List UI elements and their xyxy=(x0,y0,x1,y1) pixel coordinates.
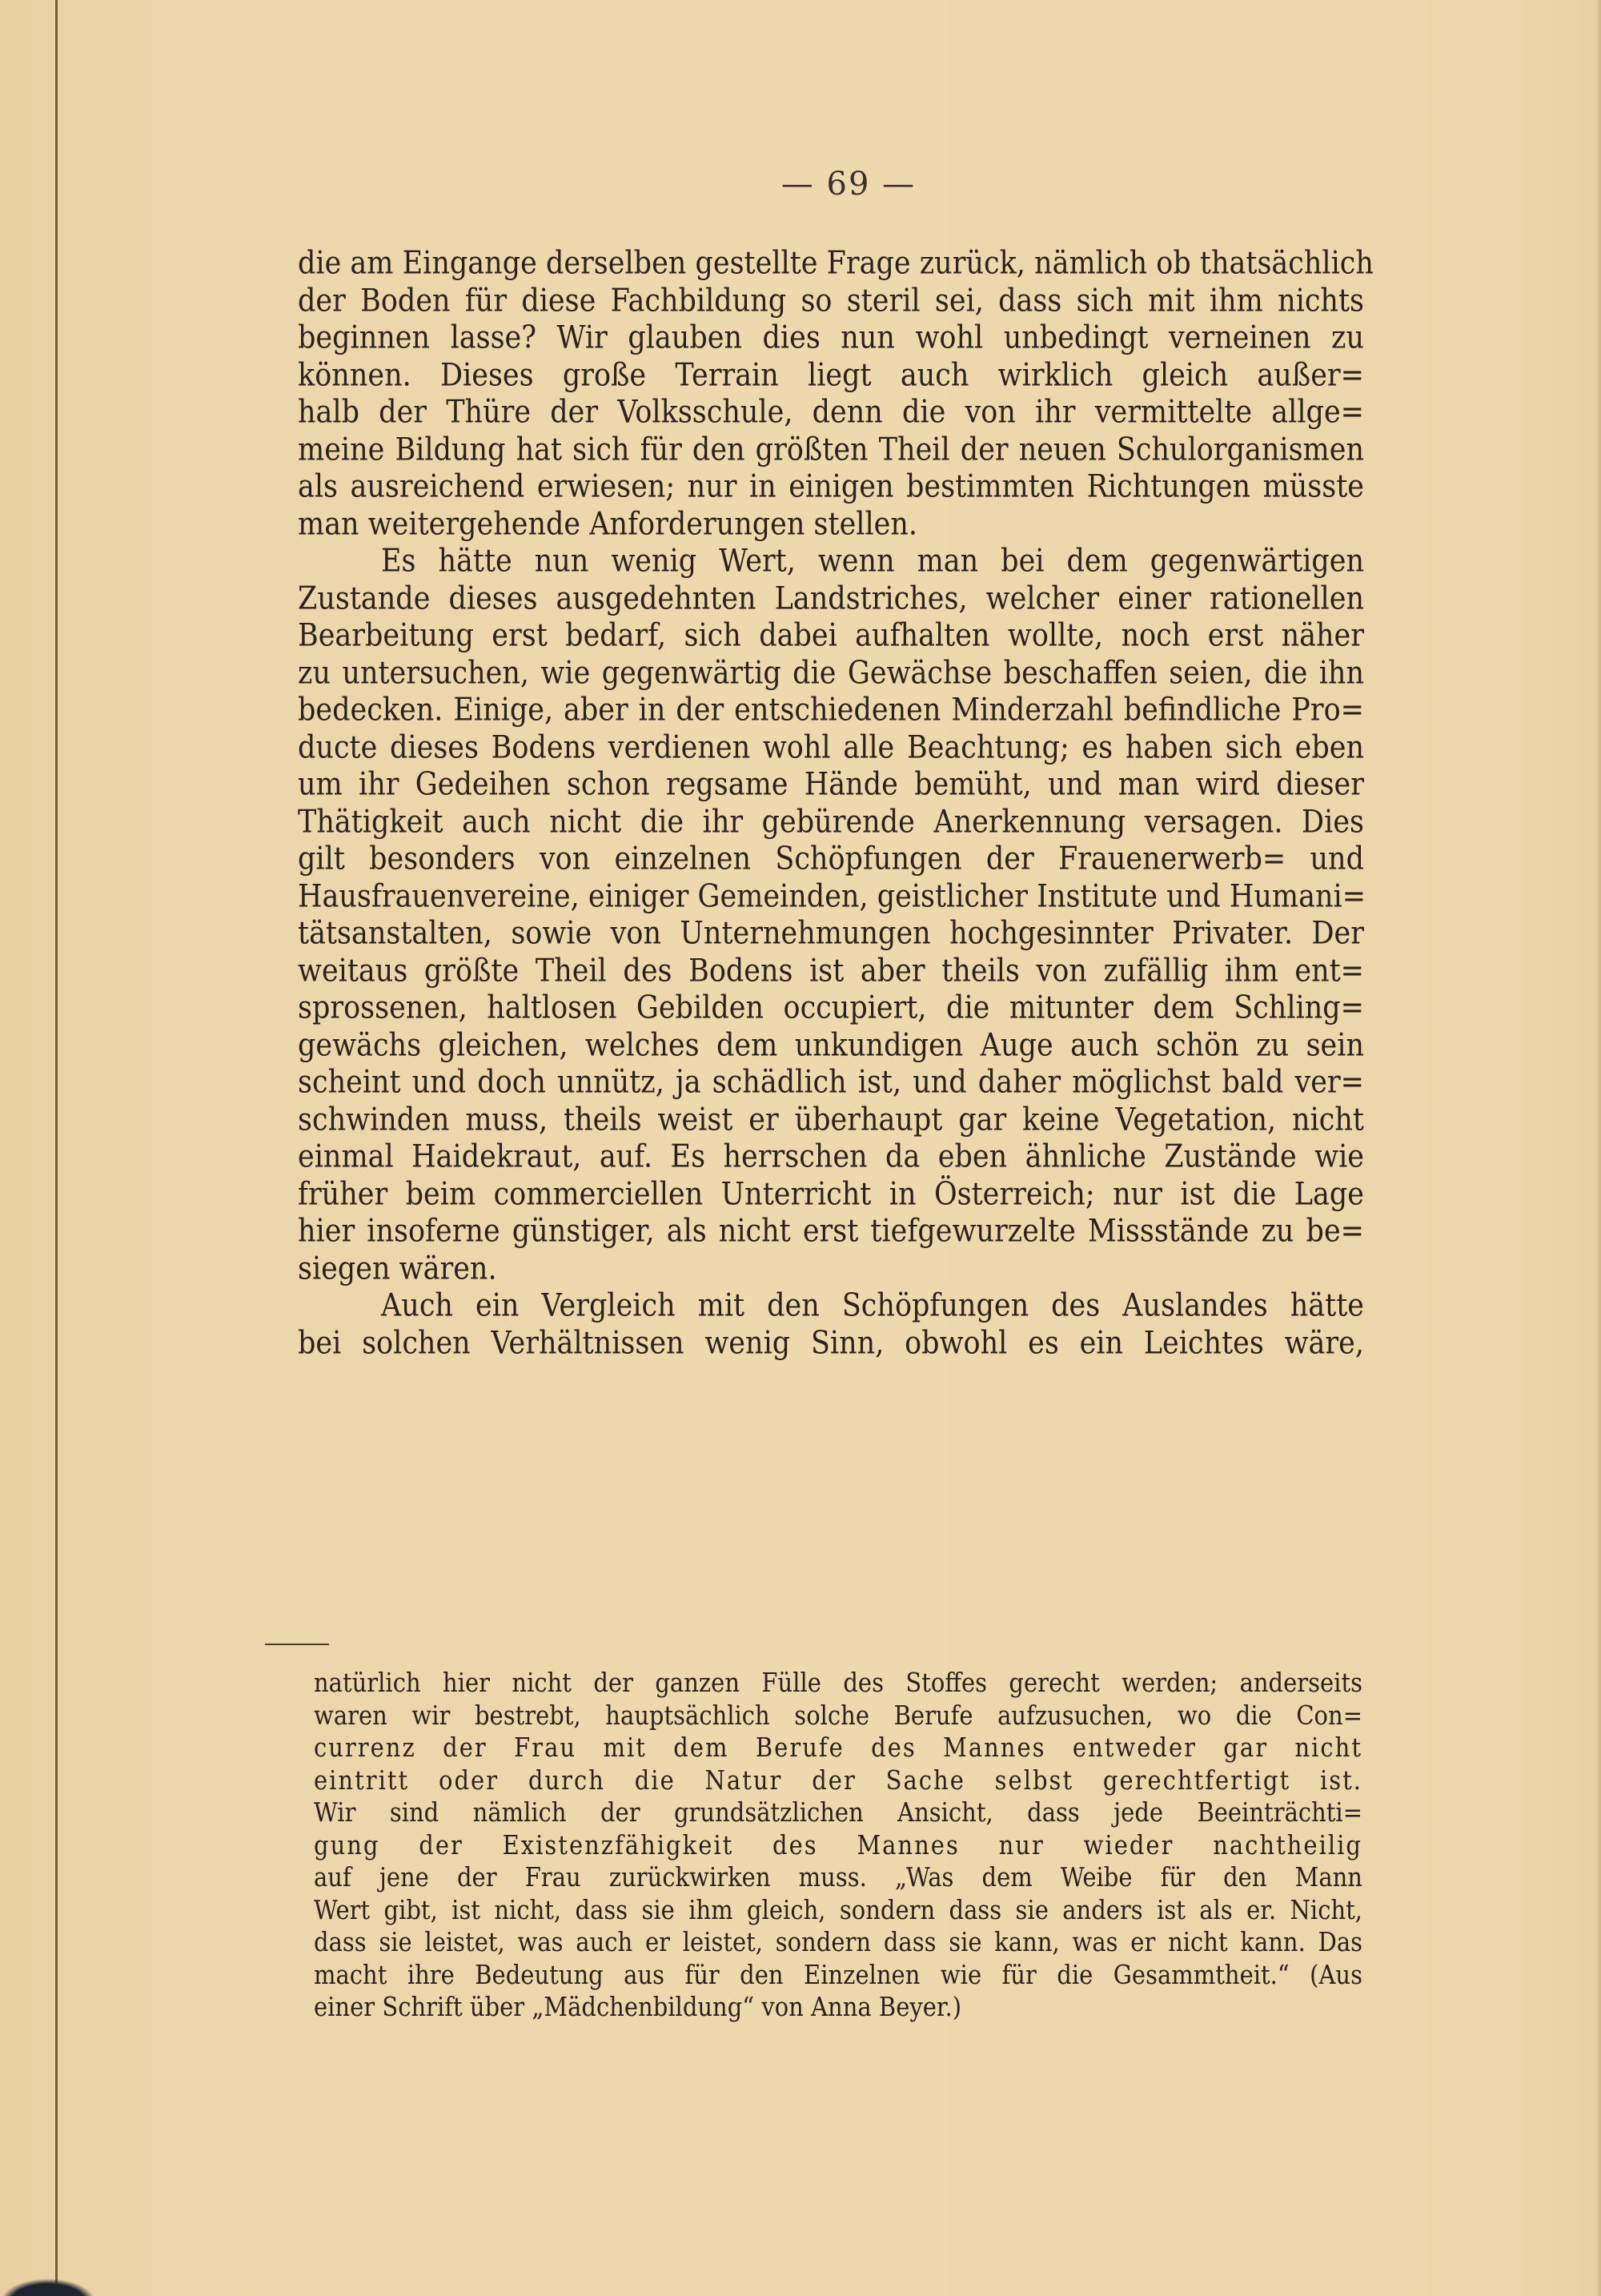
body-line: meine Bildung hat sich für den größten Theil der neuen Schulorganismen xyxy=(298,432,1364,468)
paragraph-start-line: Auch ein Vergleich mit den Schöpfungen des Auslandes hätte xyxy=(381,1287,1364,1324)
paragraph-end-line: man weitergehende Anforderungen stellen. xyxy=(298,506,918,542)
page-number: — 69 — xyxy=(780,166,917,203)
body-line: zu untersuchen, wie gegenwärtig die Gewächse beschaffen seien, die ihn xyxy=(298,655,1364,691)
binding-shadow xyxy=(0,2278,96,2296)
footnote-line: einer Schrift über „Mädchenbildung“ von Anna Beyer.) xyxy=(314,1991,962,2023)
footnote-line: auf jene der Frau zurückwirken muss. „Was dem Weibe für den Mann xyxy=(314,1861,1362,1893)
paragraph-start-line: Es hätte nun wenig Wert, wenn man bei dem gegenwärtigen xyxy=(381,543,1364,580)
footnote-separator xyxy=(265,1644,329,1645)
page-right-edge xyxy=(1596,0,1601,2296)
body-line: schwinden muss, theils weist er überhaupt gar keine Vegetation, nicht xyxy=(298,1102,1364,1138)
footnote-line: natürlich hier nicht der ganzen Fülle des Stoffes gerecht werden; anderseits xyxy=(314,1667,1362,1699)
body-line: können. Dieses große Terrain liegt auch wirklich gleich außer= xyxy=(298,357,1364,393)
body-line: Bearbeitung erst bedarf, sich dabei aufhalten wollte, noch erst näher xyxy=(298,617,1364,654)
footnote-line: waren wir bestrebt, hauptsächlich solche Berufe aufzusuchen, wo die Con= xyxy=(314,1700,1362,1731)
body-line: bei solchen Verhältnissen wenig Sinn, obwohl es ein Leichtes wäre, xyxy=(298,1325,1364,1361)
body-line: früher beim commerciellen Unterricht in Österreich; nur ist die Lage xyxy=(298,1176,1364,1212)
body-line: Zustande dieses ausgedehnten Landstriches, welcher einer rationellen xyxy=(298,580,1364,616)
body-line: um ihr Gedeihen schon regsame Hände bemüht, und man wird dieser xyxy=(298,766,1364,803)
body-line: weitaus größte Theil des Bodens ist aber theils von zufällig ihm ent= xyxy=(298,953,1364,989)
footnote xyxy=(314,1667,1362,2024)
body-line: halb der Thüre der Volksschule, denn die von ihr vermittelte allge= xyxy=(298,394,1364,431)
body-line: ducte dieses Bodens verdienen wohl alle Beachtung; es haben sich eben xyxy=(298,729,1364,765)
footnote-line: eintritt oder durch die Natur der Sache selbst gerechtfertigt ist. xyxy=(314,1764,1362,1796)
body-line: Thätigkeit auch nicht die ihr gebürende Anerkennung versagen. Dies xyxy=(298,804,1364,840)
body-line: bedecken. Einige, aber in der entschiedenen Minderzahl befindliche Pro= xyxy=(298,692,1364,729)
page-gutter-line xyxy=(55,0,58,2286)
body-line: hier insoferne günstiger, als nicht erst tiefgewurzelte Missstände zu be= xyxy=(298,1213,1364,1250)
footnote-line: currenz der Frau mit dem Berufe des Mannes entweder gar nicht xyxy=(314,1732,1362,1764)
footnote-line: Wir sind nämlich der grundsätzlichen Ansicht, dass jede Beeinträchti= xyxy=(314,1796,1362,1828)
body-line: tätsanstalten, sowie von Unternehmungen hochgesinnter Privater. Der xyxy=(298,915,1364,952)
body-line: beginnen lasse? Wir glauben dies nun wohl unbedingt verneinen zu xyxy=(298,319,1364,356)
body-line: die am Eingange derselben gestellte Frage zurück, nämlich ob thatsächlich xyxy=(298,245,1374,282)
body-text xyxy=(298,245,1374,1362)
footnote-line: Wert gibt, ist nicht, dass sie ihm gleich, sondern dass sie anders ist als er. Nicht, xyxy=(314,1894,1362,1925)
body-line: als ausreichend erwiesen; nur in einigen bestimmten Richtungen müsste xyxy=(298,468,1364,505)
body-line: scheint und doch unnütz, ja schädlich ist, und daher möglichst bald ver= xyxy=(298,1064,1364,1101)
footnote-line: gung der Existenzfähigkeit des Mannes nur wieder nachtheilig xyxy=(314,1829,1362,1860)
body-line: einmal Haidekraut, auf. Es herrschen da eben ähnliche Zustände wie xyxy=(298,1138,1364,1175)
body-line: Hausfrauenvereine, einiger Gemeinden, geistlicher Institute und Humani= xyxy=(298,878,1366,914)
paragraph-end-line: siegen wären. xyxy=(298,1250,497,1286)
body-line: sprossenen, haltlosen Gebilden occupiert, die mitunter dem Schling= xyxy=(298,989,1364,1026)
footnote-line: macht ihre Bedeutung aus für den Einzelnen wie für die Gesammtheit.“ (Aus xyxy=(314,1959,1362,1990)
body-line: gilt besonders von einzelnen Schöpfungen der Frauenerwerb= und xyxy=(298,841,1364,877)
previous-page-edge xyxy=(0,0,56,2296)
body-line: der Boden für diese Fachbildung so steril sei, dass sich mit ihm nichts xyxy=(298,283,1364,319)
footnote-line: dass sie leistet, was auch er leistet, sondern dass sie kann, was er nicht kann. Das xyxy=(314,1926,1362,1958)
body-line: gewächs gleichen, welches dem unkundigen Auge auch schön zu sein xyxy=(298,1027,1364,1063)
